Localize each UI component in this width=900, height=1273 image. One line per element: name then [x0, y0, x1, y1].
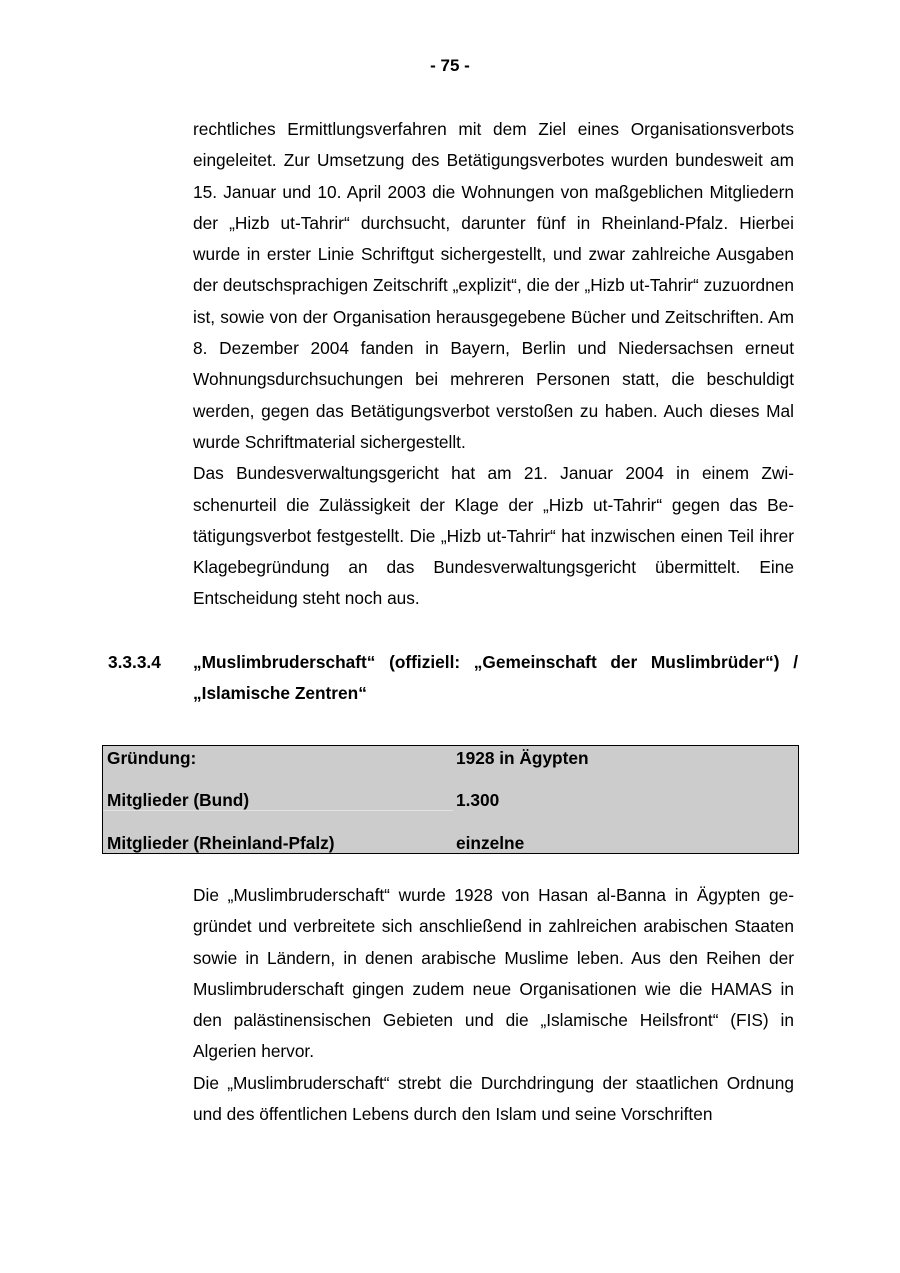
paragraph: Die „Muslimbruderschaft“ wurde 1928 von Hasan al-Banna in Ägypten gegründet und verbreitete sich anschließend in zahlreichen arabischen Staaten sowie in Ländern, in denen arabische Muslime leben. Aus den Reihen der Muslimbruderschaft gingen zudem neue Organisationen wie die HAMAS in den palästinensischen Gebieten und die „Islamische Heilsfront“ (FIS) in Algerien hervor.: [193, 885, 794, 1062]
page-number: - 75 -: [430, 56, 470, 75]
text-block-bottom: [193, 880, 794, 1130]
section-title: „Muslimbruderschaft“ (offiziell: „Gemeinschaft der Muslimbrüder“) / „Islamische Zentren“: [193, 652, 798, 704]
members-state-label: Mitglieder (Rheinland-Pfalz): [107, 833, 335, 853]
members-federal-value: 1.300: [456, 790, 500, 810]
founding-value: 1928 in Ägypten: [456, 748, 589, 768]
paragraph: Die „Muslimbruderschaft“ strebt die Durchdringung der staatlichen Ordnung und des öffentlichen Lebens durch den Islam und seine Vorschriften: [193, 1072, 794, 1125]
section-number: 3.3.3.4: [108, 652, 161, 672]
table-row: [103, 788, 798, 818]
members-federal-label: Mitglieder (Bund): [107, 790, 250, 810]
table-row: [103, 746, 798, 776]
text-block-top: [193, 114, 794, 615]
founding-label: Gründung:: [107, 748, 197, 768]
members-state-value: einzelne: [456, 833, 525, 853]
facts-table: [102, 745, 799, 854]
paragraph: rechtliches Ermittlungsverfahren mit dem Ziel eines Organisationsverbots eingeleitet. Zur Umsetzung des Betätigungsverbotes wurden bundesweit am 15. Januar und 10. April 2003 die Wohnungen von maßgeblichen Mitgliedern der „Hizb ut-Tahrir“ durchsucht, darunter fünf in Rheinland-Pfalz. Hierbei wurde in erster Linie Schriftgut sichergestellt, und zwar zahlreiche Ausgaben der deutschsprachigen Zeitschrift „explizit“, die der „Hizb ut-Tahrir“ zuzuordnen ist, sowie von der Organisation herausgegebene Bücher und Zeitschriften. Am 8. Dezember 2004 fanden in Bayern, Berlin und Niedersachsen erneut Wohnungsdurchsuchungen bei mehreren Personen statt, die beschuldigt werden, gegen das Betätigungsverbot verstoßen zu haben. Auch dieses Mal wurde Schriftmaterial sichergestellt.: [193, 119, 794, 452]
table-row: [103, 831, 798, 861]
paragraph: Das Bundesverwaltungsgericht hat am 21. Januar 2004 in einem Zwischenurteil die Zulässigkeit der Klage der „Hizb ut-Tahrir“ gegen das Betätigungsverbot festgestellt. Die „Hizb ut-Tahrir“ hat inzwischen einen Teil ihrer Klagebegründung an das Bundesverwaltungsgericht übermittelt. Eine Entscheidung steht noch aus.: [193, 463, 794, 609]
